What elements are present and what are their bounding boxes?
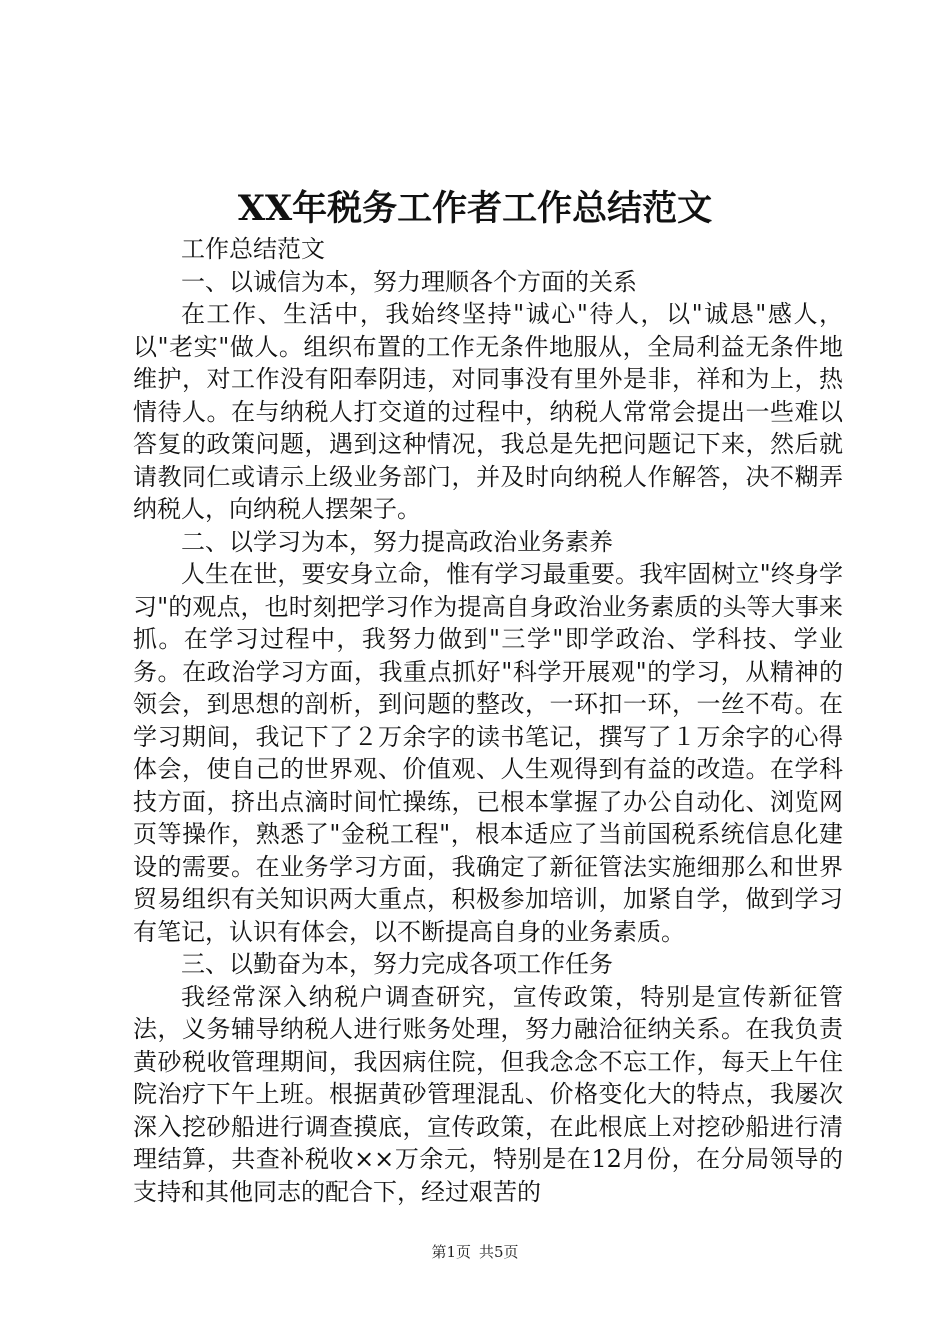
section-heading-1: 一、以诚信为本，努力理顺各个方面的关系: [181, 267, 637, 296]
paragraph-1: 在工作、生活中，我始终坚持"诚心"待人，以"诚恳"感人，以"老实"做人。组织布置的工作无条件地服从，全局利益无条件地维护，对工作没有阳奉阴违，对同事没有里外是非，祥和为上，热情待人。在与纳税人打交道的过程中，纳税人常常会提出一些难以答复的政策问题，遇到这种情况，我总是先把问题记下来，然后就请教同仁或请示上级业务部门，并及时向纳税人作解答，决不糊弄纳税人，向纳税人摆架子。: [133, 300, 843, 523]
document-title: XX年税务工作者工作总结范文: [237, 188, 713, 229]
document-body: [133, 233, 843, 1208]
paragraph-2: 人生在世，要安身立命，惟有学习最重要。我牢固树立"终身学习"的观点，也时刻把学习作为提高自身政治业务素质的头等大事来抓。在学习过程中，我努力做到"三学"即学政治、学科技、学业务。在政治学习方面，我重点抓好"科学开展观"的学习，从精神的领会，到思想的剖析，到问题的整改，一环扣一环，一丝不苟。在学习期间，我记下了２万余字的读书笔记，撰写了１万余字的心得体会，使自己的世界观、价值观、人生观得到有益的改造。在学科技方面，挤出点滴时间忙操练，已根本掌握了办公自动化、浏览网页等操作，熟悉了"金税工程"，根本适应了当前国税系统信息化建设的需要。在业务学习方面，我确定了新征管法实施细那么和世界贸易组织有关知识两大重点，积极参加培训，加紧自学，做到学习有笔记，认识有体会，以不断提高自身的业务素质。: [133, 560, 843, 946]
section-heading-3: 三、以勤奋为本，努力完成各项工作任务: [181, 950, 613, 978]
page-footer: [0, 1242, 950, 1262]
paragraph-subtitle: 工作总结范文: [181, 235, 325, 263]
section-heading-2: 二、以学习为本，努力提高政治业务素养: [181, 527, 613, 556]
paragraph-3: 我经常深入纳税户调查研究，宣传政策，特别是宣传新征管法，义务辅导纳税人进行账务处理，努力融洽征纳关系。在我负责黄砂税收管理期间，我因病住院，但我念念不忘工作，每天上午住院治疗下午上班。根据黄砂管理混乱、价格变化大的特点，我屡次深入挖砂船进行调查摸底，宣传政策，在此根底上对挖砂船进行清理结算，共查补税收××万余元，特别是在12月份，在分局领导的支持和其他同志的配合下，经过艰苦的: [133, 982, 843, 1206]
page-total: 共5页: [479, 1243, 519, 1261]
page-number: 第1页: [431, 1243, 471, 1261]
